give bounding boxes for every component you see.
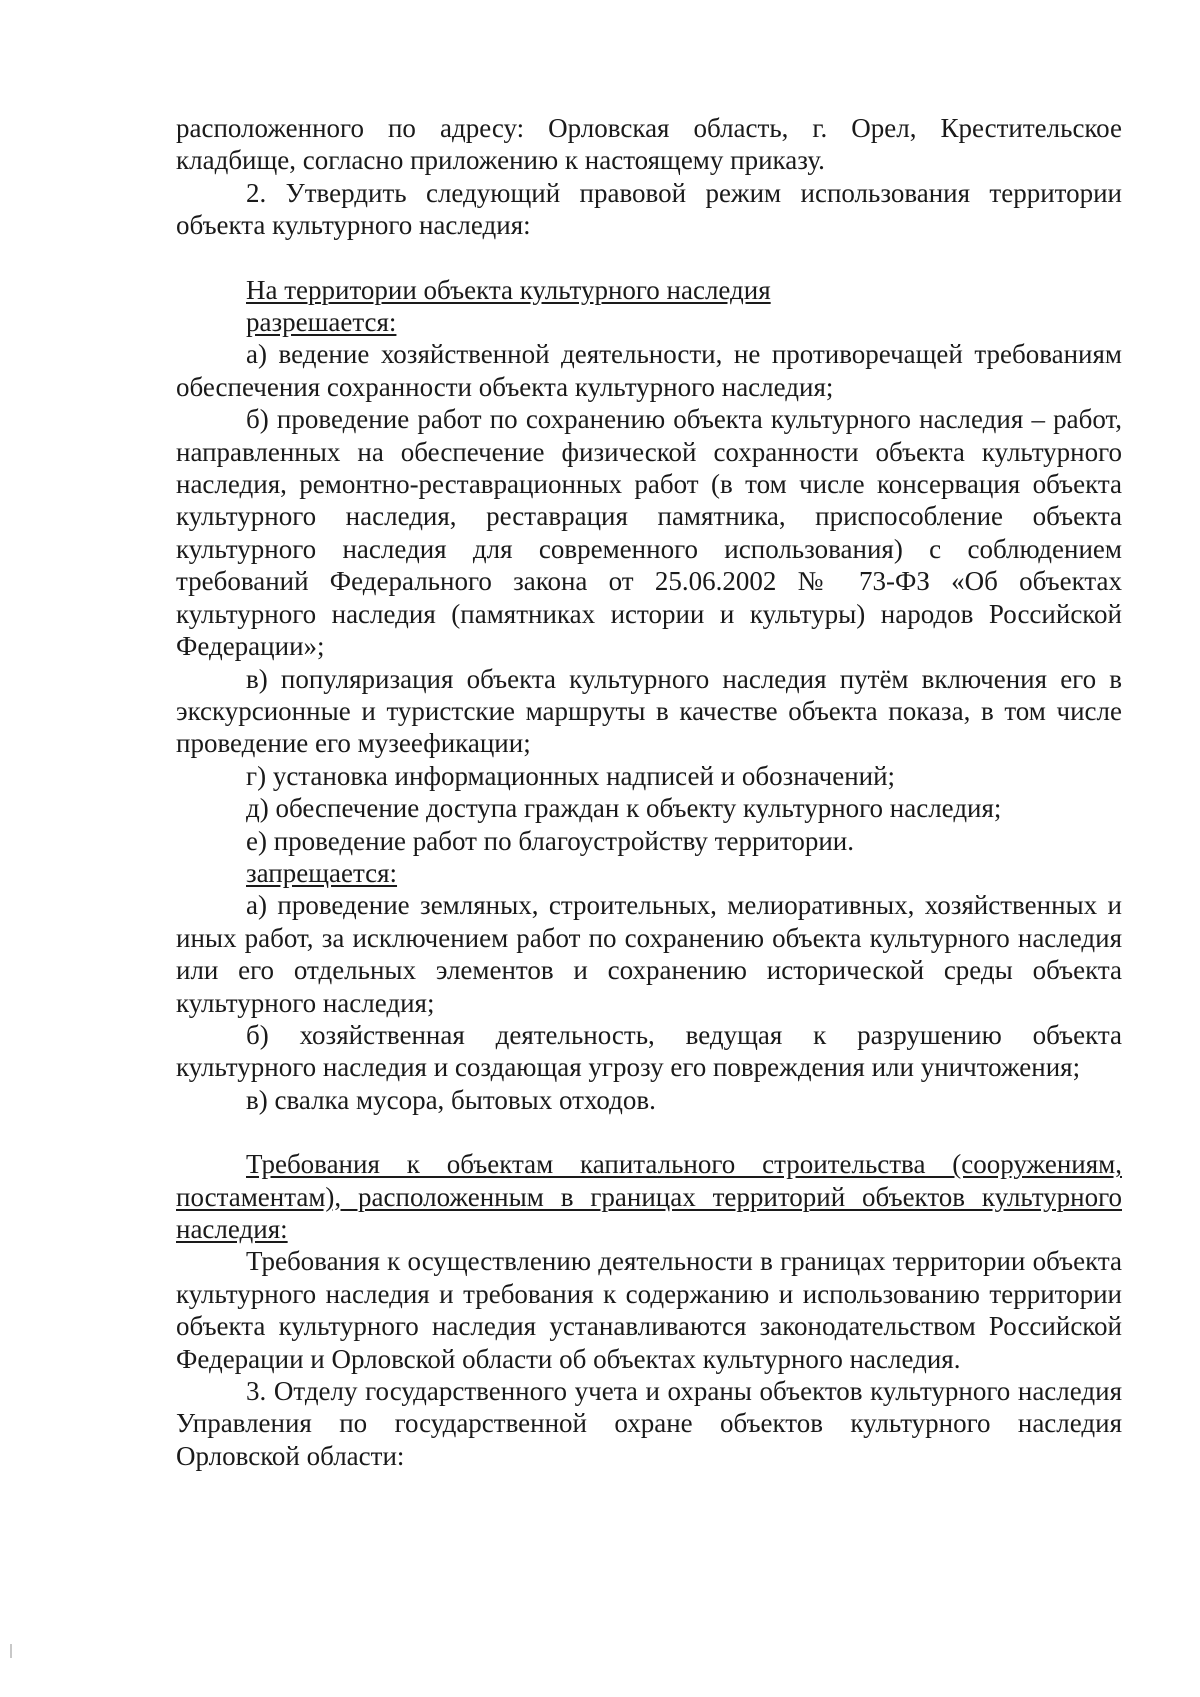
intro-paragraph: расположенного по адресу: Орловская область, г. Орел, Крестительское кладбище, согласно приложению к настоящему приказу. [176,113,1122,176]
forbidden-heading: запрещается: [246,857,398,888]
allowed-item-b: б) проведение работ по сохранению объекта культурного наследия – работ, направленных на обеспечение физической сохранности объекта культурного наследия, ремонтно-реставрационных работ (в том числе консервация объекта культурного наследия, реставрация памятника, приспособление объекта культурного наследия для современного использования) с соблюдением требований Федерального закона от 25.06.2002 № 73-ФЗ «Об объектах культурного наследия (памятниках истории и культуры) народов Российской Федерации»; [176,404,1122,662]
allowed-item-v: в) популяризация объекта культурного наследия путём включения его в экскурсионные и туристские маршруты в качестве объекта показа, в том числе проведение его музеефикации; [176,663,1122,759]
forbidden-item-a: а) проведение земляных, строительных, мелиоративных, хозяйственных и иных работ, за исключением работ по сохранению объекта культурного наследия или его отдельных элементов и сохранению исторической среды объекта культурного наследия; [176,890,1122,1018]
item-3-paragraph: 3. Отделу государственного учета и охраны объектов культурного наследия Управления по государственной охране объектов культурного наследия Орловской области: [176,1376,1122,1471]
requirements-heading: Требования к объектам капитального строительства (сооружениям, постаментам), расположенным в границах территорий объектов культурного наследия: [176,1149,1122,1244]
allowed-item-e: е) проведение работ по благоустройству территории. [246,825,855,856]
allowed-item-g: г) установка информационных надписей и обозначений; [246,760,896,791]
item-2-paragraph: 2. Утвердить следующий правовой режим использования территории объекта культурного наследия: [176,177,1122,241]
forbidden-item-v: в) свалка мусора, бытовых отходов. [246,1084,656,1115]
forbidden-item-b: б) хозяйственная деятельность, ведущая к разрушению объекта культурного наследия и создающая угрозу его повреждения или уничтожения; [176,1019,1122,1083]
territory-heading: На территории объекта культурного наследия [246,274,771,305]
scan-edge-mark [10,1644,12,1658]
requirements-paragraph: Требования к осуществлению деятельности в границах территории объекта культурного наследия и требования к содержанию и использованию территории объекта культурного наследия устанавливаются законодательством Российской Федерации и Орловской области об объектах культурного наследия. [176,1246,1122,1374]
allowed-item-a: а) ведение хозяйственной деятельности, не противоречащей требованиям обеспечения сохранности объекта культурного наследия; [176,339,1122,402]
allowed-heading: разрешается: [246,307,397,338]
document-page [176,112,1122,1472]
allowed-item-d: д) обеспечение доступа граждан к объекту культурного наследия; [246,793,1002,824]
